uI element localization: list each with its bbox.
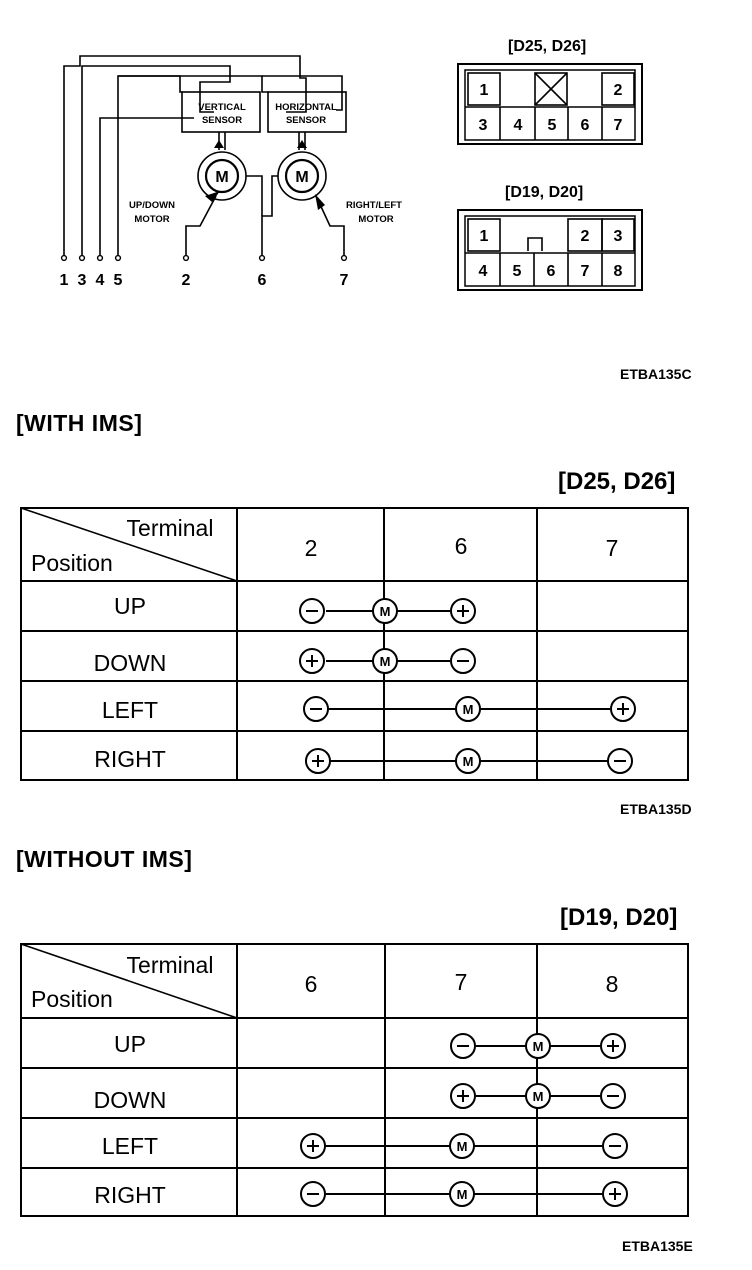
with-ims-row-up: UP	[114, 593, 146, 619]
with-ims-terminal-2: 2	[304, 535, 318, 561]
without-ims-left-motor: M	[456, 1139, 468, 1154]
pin-label-4: 4	[95, 272, 105, 289]
without-ims-row-up: UP	[114, 1031, 146, 1057]
with-ims-terminal-6: 6	[454, 533, 468, 559]
pin-label-1: 1	[59, 272, 69, 289]
without-ims-terminal-8: 8	[605, 971, 619, 997]
d19-pin-4: 4	[478, 263, 488, 280]
with-ims-row-down: DOWN	[93, 650, 167, 676]
figure-code-etba135e: ETBA135E	[622, 1238, 693, 1254]
with-ims-row-left: LEFT	[101, 697, 159, 723]
with-ims-left-motor: M	[462, 702, 474, 717]
with-ims-up-motor: M	[379, 604, 391, 619]
d25-pin-4: 4	[513, 117, 523, 134]
figure-code-etba135c: ETBA135C	[620, 366, 692, 382]
d19-pin-5: 5	[512, 263, 522, 280]
connector-d25-pinout	[456, 62, 646, 148]
without-ims-up-motor: M	[532, 1039, 544, 1054]
without-ims-right-motor: M	[456, 1187, 468, 1202]
rightleft-motor-symbol: M	[295, 169, 309, 186]
with-ims-down-motor: M	[379, 654, 391, 669]
updown-motor-symbol: M	[215, 169, 229, 186]
d19-pin-1: 1	[479, 228, 489, 245]
d25-pin-6: 6	[580, 117, 590, 134]
updown-motor-label: UP/DOWN	[129, 200, 175, 211]
without-ims-terminal-7: 7	[454, 969, 468, 995]
connector-d19-title: [D19, D20]	[505, 184, 584, 201]
with-ims-header-position: Position	[31, 550, 113, 576]
pin-label-7: 7	[339, 272, 349, 289]
rightleft-motor-label-2: MOTOR	[358, 214, 394, 225]
d19-pin-8: 8	[613, 263, 623, 280]
figure-code-etba135d: ETBA135D	[620, 801, 692, 817]
pin-label-2: 2	[181, 272, 191, 289]
with-ims-connector: [D25, D26]	[558, 468, 676, 495]
d19-pin-3: 3	[613, 228, 623, 245]
with-ims-header-terminal: Terminal	[126, 515, 214, 541]
horizontal-sensor-label-2: SENSOR	[285, 115, 327, 126]
with-ims-right-motor: M	[462, 754, 474, 769]
with-ims-table	[0, 500, 752, 790]
without-ims-header-position: Position	[31, 986, 113, 1012]
d25-pin-5: 5	[547, 117, 557, 134]
d25-pin-2: 2	[613, 82, 623, 99]
without-ims-row-right: RIGHT	[94, 1182, 166, 1208]
without-ims-down-motor: M	[532, 1089, 544, 1104]
vertical-sensor-label: VERTICAL	[198, 102, 246, 113]
d25-pin-7: 7	[613, 117, 623, 134]
d25-pin-1: 1	[479, 82, 489, 99]
d19-pin-6: 6	[546, 263, 556, 280]
without-ims-row-down: DOWN	[93, 1087, 167, 1113]
without-ims-row-left: LEFT	[101, 1133, 159, 1159]
without-ims-title: [WITHOUT IMS]	[16, 846, 193, 872]
vertical-sensor-label-2: SENSOR	[201, 115, 243, 126]
without-ims-terminal-6: 6	[304, 971, 318, 997]
d19-pin-7: 7	[580, 263, 590, 280]
pin-label-3: 3	[77, 272, 87, 289]
d19-pin-2: 2	[580, 228, 590, 245]
with-ims-row-right: RIGHT	[94, 746, 166, 772]
connector-d19-pinout	[456, 208, 646, 294]
without-ims-table	[0, 936, 752, 1226]
mirror-circuit-diagram	[0, 0, 440, 300]
connector-d25-title: [D25, D26]	[508, 38, 587, 55]
pin-label-6: 6	[257, 272, 267, 289]
updown-motor-label-2: MOTOR	[134, 214, 170, 225]
with-ims-terminal-7: 7	[605, 535, 619, 561]
without-ims-connector: [D19, D20]	[560, 904, 678, 931]
with-ims-title: [WITH IMS]	[16, 410, 143, 436]
without-ims-header-terminal: Terminal	[126, 952, 214, 978]
rightleft-motor-label: RIGHT/LEFT	[346, 200, 402, 211]
horizontal-sensor-label: HORIZONTAL	[275, 102, 337, 113]
pin-label-5: 5	[113, 272, 123, 289]
d25-pin-3: 3	[478, 117, 488, 134]
